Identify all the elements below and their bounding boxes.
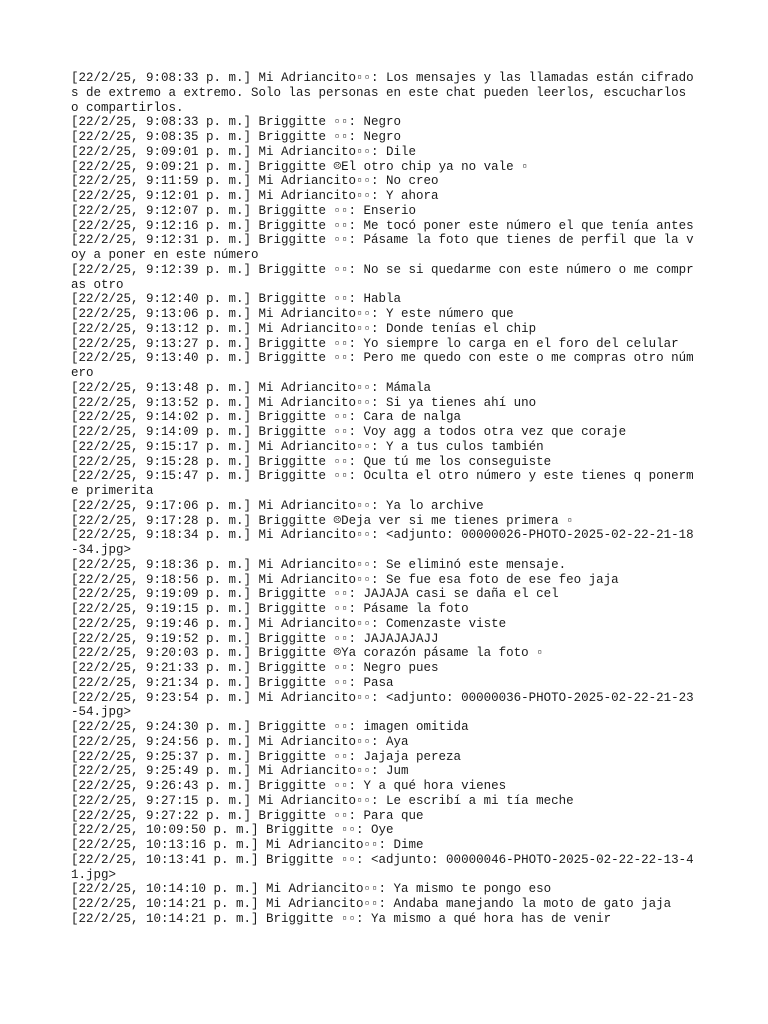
message-line: [22/2/25, 9:09:01 p. m.] Mi Adriancito▫▫: Dile bbox=[71, 144, 417, 159]
message-line: [22/2/25, 9:24:56 p. m.] Mi Adriancito▫▫: Aya bbox=[71, 734, 409, 749]
message-line: [22/2/25, 9:15:47 p. m.] Briggitte ▫▫: Oculta el otro número y este tienes q ponerme primerita bbox=[71, 469, 694, 498]
chat-transcript bbox=[71, 71, 696, 927]
message-line: [22/2/25, 9:21:33 p. m.] Briggitte ▫▫: Negro pues bbox=[71, 661, 439, 675]
message-line: [22/2/25, 9:19:09 p. m.] Briggitte ▫▫: JAJAJA casi se daña el cel bbox=[71, 587, 559, 602]
message-line: [22/2/25, 9:25:49 p. m.] Mi Adriancito▫▫: Jum bbox=[71, 764, 409, 779]
message-line: [22/2/25, 10:14:10 p. m.] Mi Adriancito▫▫: Ya mismo te pongo eso bbox=[71, 882, 552, 897]
message-line: [22/2/25, 9:20:03 p. m.] Briggitte ☹Ya corazón pásame la foto ▫ bbox=[71, 646, 544, 661]
message-line: [22/2/25, 10:14:21 p. m.] Briggitte ▫▫: Ya mismo a qué hora has de venir bbox=[71, 911, 612, 926]
message-line: [22/2/25, 9:12:01 p. m.] Mi Adriancito▫▫: Y ahora bbox=[71, 189, 439, 203]
message-line: [22/2/25, 9:13:12 p. m.] Mi Adriancito▫▫: Donde tenías el chip bbox=[71, 321, 537, 336]
message-line: [22/2/25, 9:26:43 p. m.] Briggitte ▫▫: Y a qué hora vienes bbox=[71, 779, 507, 793]
message-line: [22/2/25, 9:27:22 p. m.] Briggitte ▫▫: Para que bbox=[71, 808, 424, 823]
message-line: [22/2/25, 9:18:34 p. m.] Mi Adriancito▫▫: <adjunto: 00000026-PHOTO-2025-02-22-21-18-34.jpg> bbox=[71, 528, 694, 557]
message-line: [22/2/25, 9:14:09 p. m.] Briggitte ▫▫: Voy agg a todos otra vez que coraje bbox=[71, 425, 627, 439]
message-line: [22/2/25, 9:25:37 p. m.] Briggitte ▫▫: Jajaja pereza bbox=[71, 749, 462, 764]
message-line: [22/2/25, 9:08:33 p. m.] Briggitte ▫▫: Negro bbox=[71, 115, 402, 130]
message-line: [22/2/25, 9:14:02 p. m.] Briggitte ▫▫: Cara de nalga bbox=[71, 410, 462, 425]
message-line: [22/2/25, 9:09:21 p. m.] Briggitte ☹El otro chip ya no vale ▫ bbox=[71, 159, 529, 174]
message-line: [22/2/25, 9:13:27 p. m.] Briggitte ▫▫: Yo siempre lo carga en el foro del celular bbox=[71, 336, 679, 351]
message-line: [22/2/25, 9:12:31 p. m.] Briggitte ▫▫: Pásame la foto que tienes de perfil que la voy a poner en este número bbox=[71, 233, 694, 262]
message-line: [22/2/25, 9:12:40 p. m.] Briggitte ▫▫: Habla bbox=[71, 292, 402, 307]
message-line: [22/2/25, 9:13:52 p. m.] Mi Adriancito▫▫: Si ya tienes ahí uno bbox=[71, 395, 537, 410]
message-line: [22/2/25, 9:13:40 p. m.] Briggitte ▫▫: Pero me quedo con este o me compras otro número bbox=[71, 351, 694, 380]
message-line: [22/2/25, 9:23:54 p. m.] Mi Adriancito▫▫: <adjunto: 00000036-PHOTO-2025-02-22-21-23-54.jpg> bbox=[71, 690, 694, 720]
message-line: [22/2/25, 9:12:39 p. m.] Briggitte ▫▫: No se si quedarme con este número o me compras otro bbox=[71, 262, 694, 292]
message-line: [22/2/25, 10:13:41 p. m.] Briggitte ▫▫: <adjunto: 00000046-PHOTO-2025-02-22-22-13-41.jpg> bbox=[71, 852, 694, 882]
message-line: [22/2/25, 10:09:50 p. m.] Briggitte ▫▫: Oye bbox=[71, 823, 394, 838]
message-line: [22/2/25, 9:21:34 p. m.] Briggitte ▫▫: Pasa bbox=[71, 675, 394, 690]
message-line: [22/2/25, 9:19:15 p. m.] Briggitte ▫▫: Pásame la foto bbox=[71, 602, 469, 616]
message-line: [22/2/25, 9:13:06 p. m.] Mi Adriancito▫▫: Y este número que bbox=[71, 307, 514, 321]
message-line: [22/2/25, 9:08:35 p. m.] Briggitte ▫▫: Negro bbox=[71, 130, 402, 144]
message-line: [22/2/25, 9:18:36 p. m.] Mi Adriancito▫▫: Se eliminó este mensaje. bbox=[71, 557, 567, 572]
message-line: [22/2/25, 9:12:07 p. m.] Briggitte ▫▫: Enserio bbox=[71, 203, 417, 218]
message-line: [22/2/25, 9:08:33 p. m.] Mi Adriancito▫▫: Los mensajes y las llamadas están cifrados de extremo a extremo. Solo las personas en este chat pueden leerlos, escucharlos o compartirlos. bbox=[71, 71, 694, 115]
message-line: [22/2/25, 9:19:52 p. m.] Briggitte ▫▫: JAJAJAJAJJ bbox=[71, 631, 439, 646]
message-line: [22/2/25, 9:24:30 p. m.] Briggitte ▫▫: imagen omitida bbox=[71, 720, 469, 734]
message-line: [22/2/25, 9:19:46 p. m.] Mi Adriancito▫▫: Comenzaste viste bbox=[71, 616, 507, 631]
message-line: [22/2/25, 9:12:16 p. m.] Briggitte ▫▫: Me tocó poner este número el que tenía antes bbox=[71, 218, 694, 233]
message-line: [22/2/25, 9:15:28 p. m.] Briggitte ▫▫: Que tú me los conseguiste bbox=[71, 454, 552, 469]
message-line: [22/2/25, 10:14:21 p. m.] Mi Adriancito▫▫: Andaba manejando la moto de gato jaja bbox=[71, 897, 672, 911]
message-line: [22/2/25, 9:17:06 p. m.] Mi Adriancito▫▫: Ya lo archive bbox=[71, 498, 484, 513]
message-line: [22/2/25, 9:13:48 p. m.] Mi Adriancito▫▫: Mámala bbox=[71, 380, 432, 395]
message-line: [22/2/25, 9:17:28 p. m.] Briggitte ☹Deja ver si me tienes primera ▫ bbox=[71, 513, 574, 528]
message-line: [22/2/25, 10:13:16 p. m.] Mi Adriancito▫▫: Dime bbox=[71, 838, 424, 852]
message-line: [22/2/25, 9:27:15 p. m.] Mi Adriancito▫▫: Le escribí a mi tía meche bbox=[71, 793, 574, 808]
message-line: [22/2/25, 9:18:56 p. m.] Mi Adriancito▫▫: Se fue esa foto de ese feo jaja bbox=[71, 572, 619, 587]
message-line: [22/2/25, 9:11:59 p. m.] Mi Adriancito▫▫: No creo bbox=[71, 174, 439, 189]
message-line: [22/2/25, 9:15:17 p. m.] Mi Adriancito▫▫: Y a tus culos también bbox=[71, 439, 544, 454]
